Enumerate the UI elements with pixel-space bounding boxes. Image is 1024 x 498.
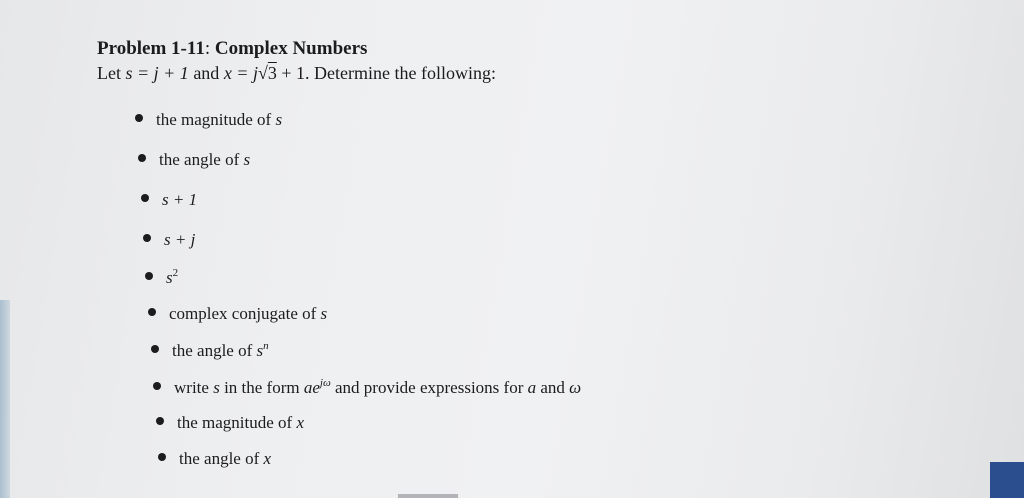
x-definition-rhs: + 1. [281,63,310,83]
bullet-icon [138,154,146,162]
list-item [156,413,304,433]
list-item [148,304,327,324]
item-text: the magnitude of [156,110,276,129]
item-expression: s + 1 [162,190,198,209]
item-variable: s [256,341,264,360]
bullet-icon [158,453,166,461]
item-text: in the form [219,378,304,397]
bullet-icon [148,308,156,316]
intro-and: and [193,63,220,83]
intro-tail: Determine the following: [314,63,496,83]
item-text: the angle of [172,341,257,360]
bullet-icon [145,272,153,280]
problem-topic: Complex Numbers [214,38,368,59]
item-variable: x [263,449,272,468]
background-object [990,462,1024,498]
bullet-icon [135,114,143,122]
item-variable: s [320,304,328,323]
item-text: the magnitude of [177,413,297,432]
problem-title [97,38,367,60]
sqrt-argument: 3 [267,63,277,83]
list-item [143,230,195,250]
item-variable: s [213,378,220,397]
item-form-base: ae [303,378,320,397]
bullet-icon [151,345,159,353]
s-definition: s = j + 1 [125,63,189,83]
bullet-icon [141,194,149,202]
list-item [141,190,197,210]
list-item [153,378,581,398]
item-text: the angle of [159,150,244,169]
item-variable: s [166,268,173,287]
item-variable: a [527,378,537,397]
item-exponent: jω [319,377,331,389]
item-variable: ω [569,378,582,397]
item-text: and [536,378,570,397]
item-text: complex conjugate of [169,304,321,323]
list-item [158,449,271,469]
item-exponent: 2 [172,267,179,279]
sqrt-symbol: √ [257,63,268,83]
background-edge [0,300,10,498]
x-definition-lhs: x = j [223,63,258,83]
bullet-icon [156,417,164,425]
item-variable: x [296,413,304,432]
item-text: and provide expressions for [330,378,528,397]
item-exponent: n [263,340,269,352]
list-item [135,110,282,130]
intro-let: Let [97,63,121,83]
item-variable: s [275,110,283,129]
item-text: write [174,378,214,397]
bullet-icon [143,234,151,242]
bullet-icon [153,382,161,390]
problem-number: Problem 1-11 [97,38,205,59]
item-variable: s [243,150,251,169]
bottom-text-fragment [398,494,458,498]
list-item [151,341,269,361]
item-expression: s + j [164,230,196,249]
list-item [138,150,250,170]
problem-statement [97,62,496,84]
title-separator: : [204,38,211,59]
item-text: the angle of [179,449,264,468]
list-item [145,268,178,288]
